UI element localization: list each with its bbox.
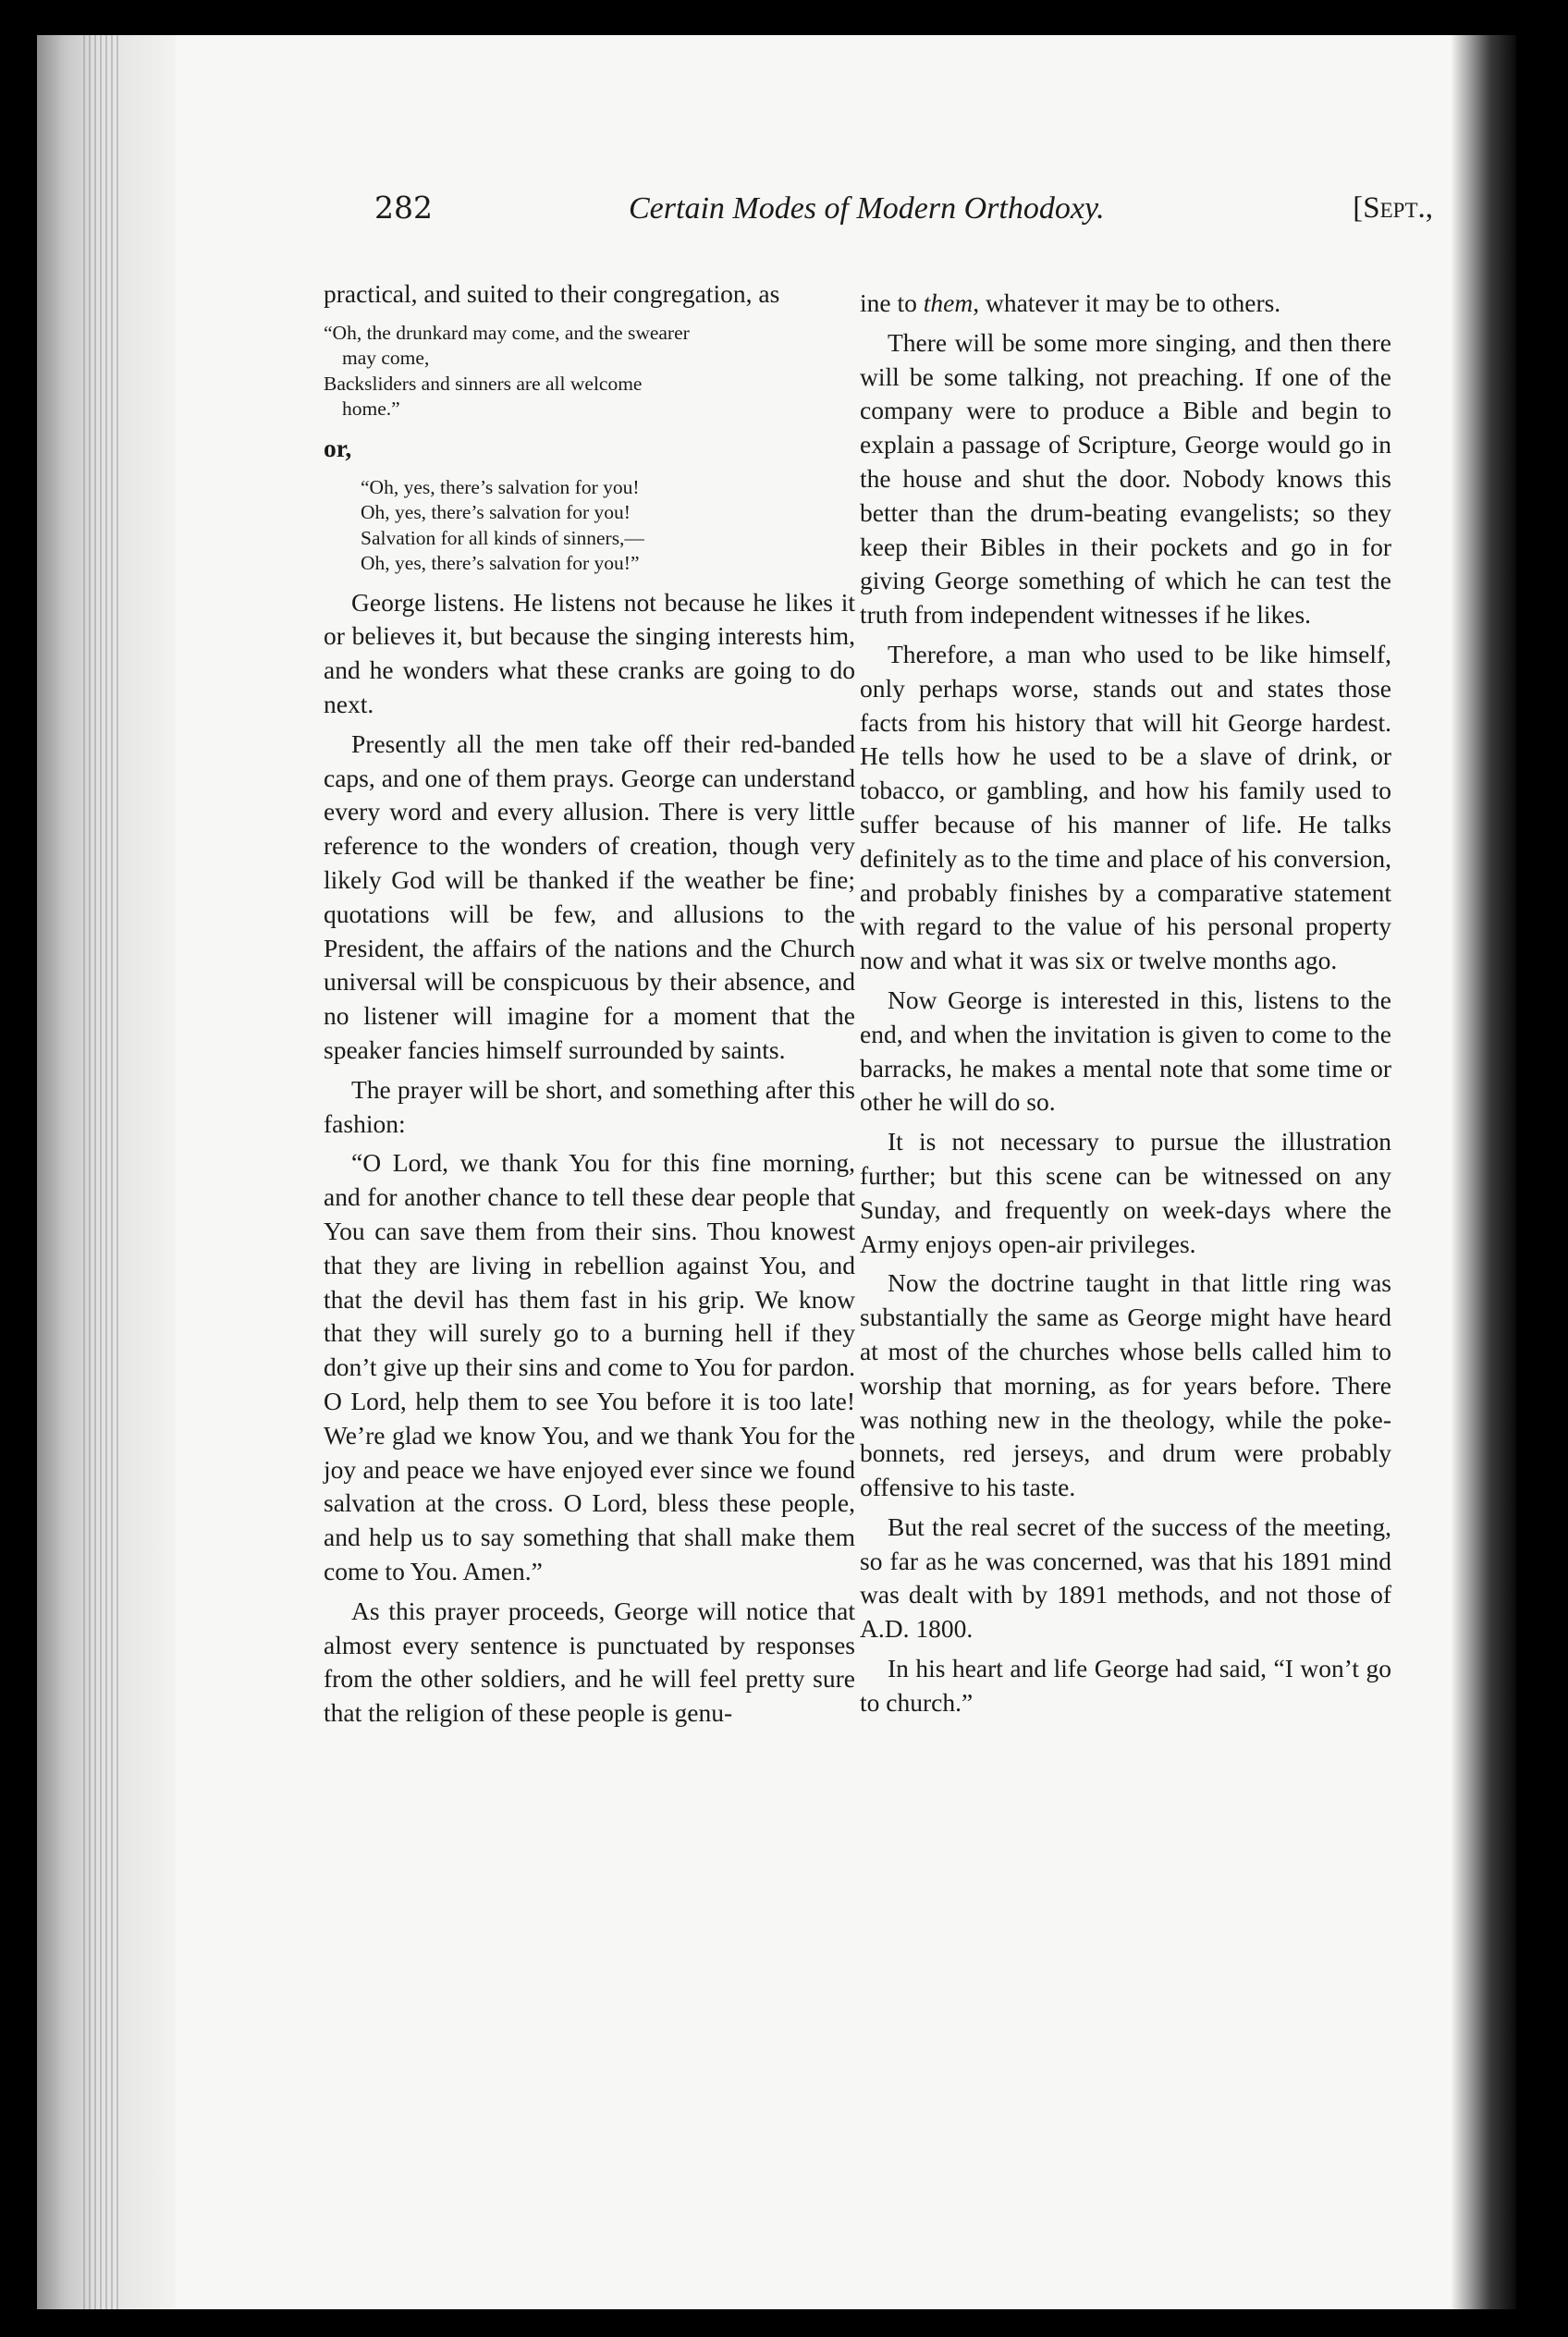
or-connector: or, — [324, 433, 352, 462]
page-right-edge — [1452, 35, 1516, 2309]
running-title: Certain Modes of Modern Orthodoxy. — [629, 191, 1105, 226]
left-column — [324, 277, 855, 1736]
paragraph-therefore: Therefore, a man who used to be like himself, only perhaps worse, stands out and states those facts from his history that will hit George hardest. He tells how he used to be a slave of drink, or tobacco, or gambling, and how his family used to suffer because of his manner of life. He talks definitely as to the time and place of his conversion, and probably finishes by a comparative statement with regard to the value of his personal property now and what it was six or twelve months ago. — [860, 639, 1391, 975]
paragraph-prayer-text: “O Lord, we thank You for this fine morning, and for another chance to tell these dear people that You can save them from their sins. Thou knowest that they are living in rebellion against You, and that the devil has them fast in his grip. We know that they will surely go to a burning hell if they don’t give up their sins and come to You for pardon. O Lord, help them to see You before it is too late! We’re glad we know You, and we thank You for the joy and peace we have enjoyed ever since we found salvation at the cross. O Lord, bless these people, and help us to say something that shall make them come to You. Amen.” — [324, 1148, 855, 1585]
paragraph-continuation — [860, 287, 1391, 321]
paragraph-george-interested: Now George is interested in this, listens to the end, and when the invitation is given to come to the barracks, he makes a mental note that some time or other he will do so. — [860, 985, 1391, 1117]
page-number: 282 — [374, 190, 433, 226]
continuation-text: ine to — [860, 288, 924, 317]
verse-line: “Oh, yes, there’s salvation for you! — [361, 475, 640, 498]
running-month: [Sept., — [1353, 191, 1433, 225]
verse-line: home.” — [342, 398, 400, 421]
verse-line: Salvation for all kinds of sinners,— — [361, 526, 644, 549]
paragraph-more-singing: There will be some more singing, and then there will be some talking, not preaching. If one of the company were to produce a Bible and begin to explain a passage of Scripture, George would go in the house and shut the door. Nobody knows this better than the drum-beating evangelists; so they keep their Bibles in their pockets and go in for giving George something of which he can test the truth from independent witnesses if he likes. — [860, 327, 1391, 630]
verse-line: Backsliders and sinners are all welcome — [324, 372, 643, 395]
verse-block-2 — [324, 475, 855, 577]
paragraph-not-necessary: It is not necessary to pursue the illustration further; but this scene can be witnessed on any Sunday, and frequently on week-days where the Army enjoys open-air privileges. — [860, 1127, 1391, 1258]
intro-paragraph: practical, and suited to their congregation, as — [324, 279, 780, 308]
verse-line: may come, — [342, 347, 430, 370]
verse-block-1 — [324, 321, 855, 422]
paragraph-heart-and-life: In his heart and life George had said, “I won’t go to church.” — [860, 1654, 1391, 1717]
paragraph-real-secret: But the real secret of the success of the meeting, so far as he was concerned, was that his 1891 mind was dealt with by 1891 methods, and not those of A.D. 1800. — [860, 1511, 1391, 1644]
paragraph-prayer-proceeds: As this prayer proceeds, George will notice that almost every sentence is punctuated by responses from the other soldiers, and he will feel pretty sure that the religion of these people is genu- — [324, 1596, 855, 1728]
paragraph-george-listens: George listens. He listens not because he likes it or believes it, but because the singing interests him, and he wonders what these cranks are going to do next. — [324, 587, 855, 718]
paragraph-doctrine: Now the doctrine taught in that little ring was substantially the same as George might have heard at most of the churches whose bells called him to worship that morning, as for years before. There was nothing new in the theology, while the poke-bonnets, red jerseys, and drum were probably offensive to his taste. — [860, 1268, 1391, 1502]
page-stack-edge — [83, 35, 120, 2309]
verse-line: Oh, yes, there’s salvation for you!” — [361, 552, 640, 575]
verse-line: Oh, yes, there’s salvation for you! — [361, 501, 631, 524]
paragraph-presently: Presently all the men take off their red-banded caps, and one of them prays. George can understand every word and every allusion. There is very little reference to the wonders of creation, though very likely God will be thanked if the weather be fine; quotations will be few, and allusions to the President, the affairs of the nations and the Church universal will be conspicuous by their absence, and no listener will imagine for a moment that the speaker fancies himself surrounded by saints. — [324, 728, 855, 1064]
verse-line: “Oh, the drunkard may come, and the swearer — [324, 321, 690, 344]
paragraph-prayer-intro: The prayer will be short, and something after this fashion: — [324, 1074, 855, 1138]
continuation-text-end: , whatever it may be to others. — [973, 288, 1281, 317]
running-head — [374, 190, 1433, 245]
emphasis-them: them — [923, 288, 974, 317]
right-column — [860, 287, 1391, 1726]
